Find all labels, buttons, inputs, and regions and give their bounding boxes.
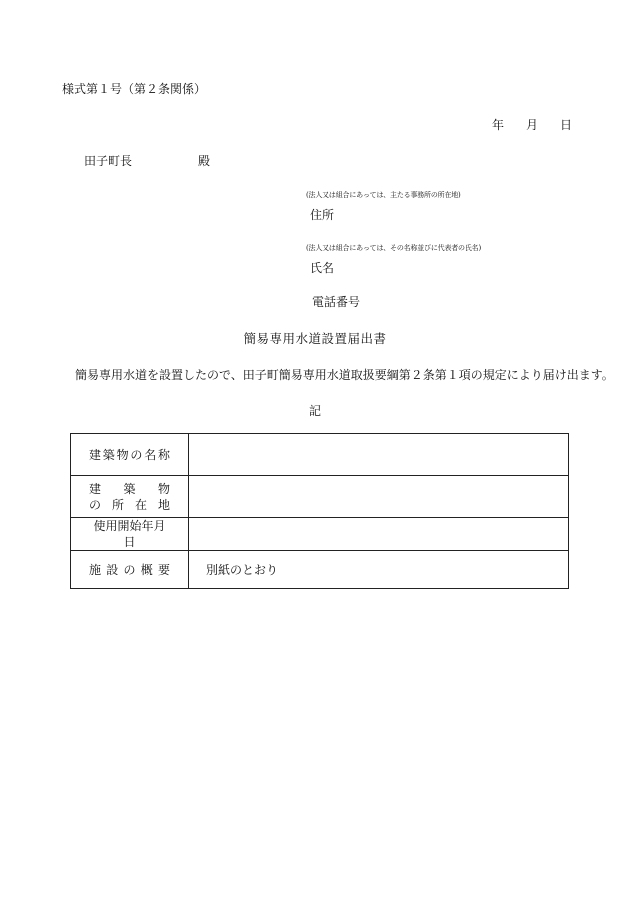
building-location-label-line1: 建築物 xyxy=(89,481,170,496)
table-row xyxy=(71,434,569,476)
name-note: (法人又は組合にあっては、その名称並びに代表者の氏名) xyxy=(306,244,481,252)
details-table xyxy=(70,433,569,589)
form-number: 様式第１号（第２条関係） xyxy=(62,82,207,96)
addressee xyxy=(84,152,210,169)
building-location-value-cell[interactable] xyxy=(189,476,569,518)
ki-heading: 記 xyxy=(308,404,321,418)
table-row xyxy=(71,518,569,551)
date-day-label: 日 xyxy=(560,118,573,132)
facility-overview-value[interactable]: 別紙のとおり xyxy=(189,551,569,589)
document-title: 簡易専用水道設置届出書 xyxy=(243,331,387,346)
building-location-label-line2: の所在地 xyxy=(89,497,170,512)
addressee-name: 田子町長 xyxy=(84,154,133,168)
table-row xyxy=(71,476,569,518)
date-year-label: 年 xyxy=(492,118,505,132)
table-row xyxy=(71,551,569,589)
address-note: (法人又は組合にあっては、主たる事務所の所在地) xyxy=(306,191,461,199)
building-name-value-cell[interactable] xyxy=(189,434,569,476)
facility-overview-label: 施設の概要 xyxy=(89,562,170,577)
facility-overview-label-cell xyxy=(71,551,189,589)
building-location-label-cell xyxy=(71,476,189,518)
addressee-honorific: 殿 xyxy=(198,154,211,168)
building-name-label: 建築物の名称 xyxy=(89,447,170,462)
name-label: 氏名 xyxy=(310,261,335,275)
building-name-label-cell xyxy=(71,434,189,476)
date-month-label: 月 xyxy=(526,118,539,132)
start-date-label-cell xyxy=(71,518,189,551)
date-line xyxy=(492,116,572,133)
phone-label: 電話番号 xyxy=(312,295,361,309)
start-date-label: 使用開始年月日 xyxy=(93,519,166,549)
start-date-value-cell[interactable] xyxy=(189,518,569,551)
address-label: 住所 xyxy=(310,208,335,222)
body-text: 簡易専用水道を設置したので、田子町簡易専用水道取扱要綱第２条第１項の規定により届け出ます。 xyxy=(75,368,614,382)
